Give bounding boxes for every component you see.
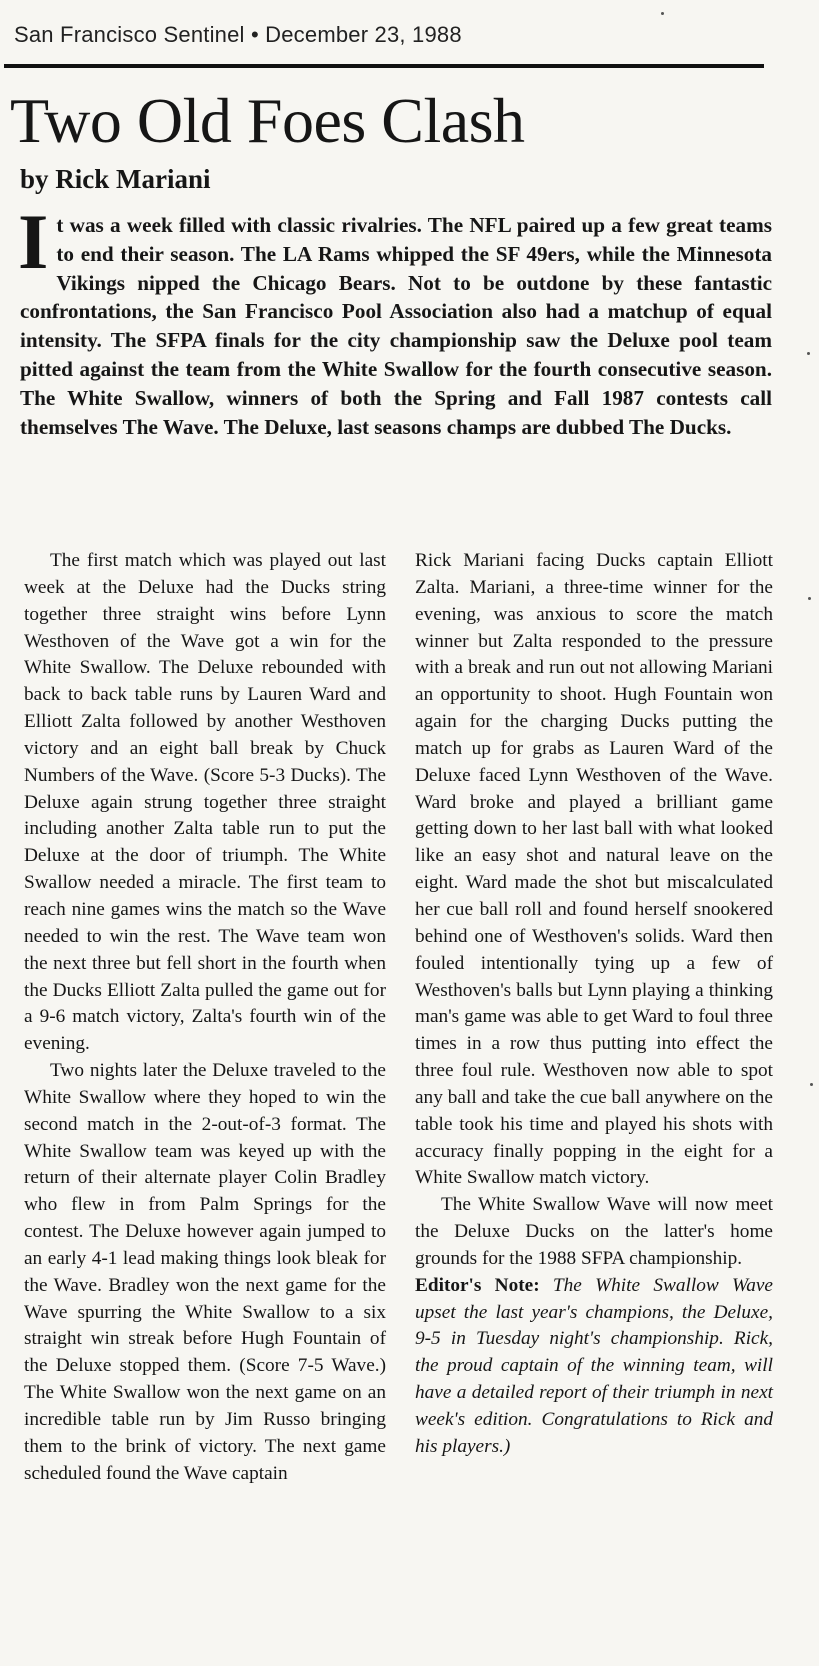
print-speck <box>661 12 664 15</box>
left-column <box>24 548 386 1488</box>
print-speck <box>808 597 811 600</box>
print-speck <box>810 1083 813 1086</box>
editors-note <box>415 1273 773 1461</box>
body-paragraph: The first match which was played out last week at the Deluxe had the Ducks string together three straight wins before Lynn Westhoven of the Wave got a win for the White Swallow. The Deluxe rebounded with back to back table runs by Lauren Ward and Elliott Zalta followed by another Westhoven victory and an eight ball break by Chuck Numbers of the Wave. (Score 5-3 Ducks). The Deluxe again strung together three straight including another Zalta table run to put the Deluxe at the door of triumph. The White Swallow needed a miracle. The first team to reach nine games wins the match so the Wave needed to win the rest. The Wave team won the next three but fell short in the fourth when the Ducks Elliott Zalta pulled the game out for a 9-6 match victory, Zalta's fourth win of the evening. <box>24 550 386 1055</box>
editors-note-text: The White Swallow Wave upset the last year's champions, the Deluxe, 9-5 in Tuesday night's championship. Rick, the proud captain of the winning team, will have a detailed report of their triumph in next week's edition. Congratulations to Rick and his players.) <box>415 1274 773 1457</box>
header-rule <box>4 64 764 68</box>
body-paragraph: Two nights later the Deluxe traveled to the White Swallow where they hoped to win the second match in the 2-out-of-3 format. The White Swallow team was keyed up with the return of their alternate player Colin Bradley who flew in from Palm Springs for the contest. The Deluxe however again jumped to an early 4-1 lead making things look bleak for the Wave. Bradley won the next game for the Wave spurring the White Swallow to a six straight win streak before Hugh Fountain of the Deluxe stopped them. (Score 7-5 Wave.) The White Swallow won the next game on an incredible table run by Jim Russo bringing them to the brink of victory. The next game scheduled found the Wave captain <box>24 1060 386 1484</box>
body-paragraph: Rick Mariani facing Ducks captain Elliott Zalta. Mariani, a three-time winner for the evening, was anxious to score the match winner but Zalta responded to the pressure with a break and run out not allowing Mariani an opportunity to shoot. Hugh Fountain won again for the charging Ducks putting the match up for grabs as Lauren Ward of the Deluxe faced Lynn Westhoven of the Wave. Ward broke and played a brilliant game getting down to her last ball with what looked like an easy shot and natural leave on the eight. Ward made the shot but miscalculated her cue ball roll and found herself snookered behind one of Westhoven's solids. Ward then fouled intentionally tying up a few of Westhoven's balls but Lynn playing a thinking man's game was able to get Ward to foul three times in a row thus putting into effect the three foul rule. Westhoven now able to spot any ball and take the cue ball anywhere on the table took his time and played his shots with accuracy finally popping in the eight for a White Swallow match victory. <box>415 550 773 1189</box>
print-speck <box>807 352 810 355</box>
publication-header: San Francisco Sentinel • December 23, 1988 <box>14 22 462 47</box>
headline: Two Old Foes Clash <box>10 85 525 156</box>
editors-note-label: Editor's Note: <box>415 1274 540 1296</box>
byline: by Rick Mariani <box>20 164 211 194</box>
drop-cap: I <box>18 198 49 285</box>
body-paragraph: The White Swallow Wave will now meet the Deluxe Ducks on the latter's home grounds for the 1988 SFPA championship. <box>415 1194 773 1269</box>
right-column <box>415 548 773 1461</box>
lede-paragraph <box>18 198 772 441</box>
lede-text: t was a week filled with classic rivalries. The NFL paired up a few great teams to end their season. The LA Rams whipped the SF 49ers, while the Minnesota Vikings nipped the Chicago Bears. Not to be outdone by these fantastic confrontations, the San Francisco Pool Association also had a matchup of equal intensity. The SFPA finals for the city championship saw the Deluxe pool team pitted against the team from the White Swallow for the fourth consecutive season. The White Swallow, winners of both the Spring and Fall 1987 contests call themselves The Wave. The Deluxe, last seasons champs are dubbed The Ducks. <box>20 213 772 439</box>
